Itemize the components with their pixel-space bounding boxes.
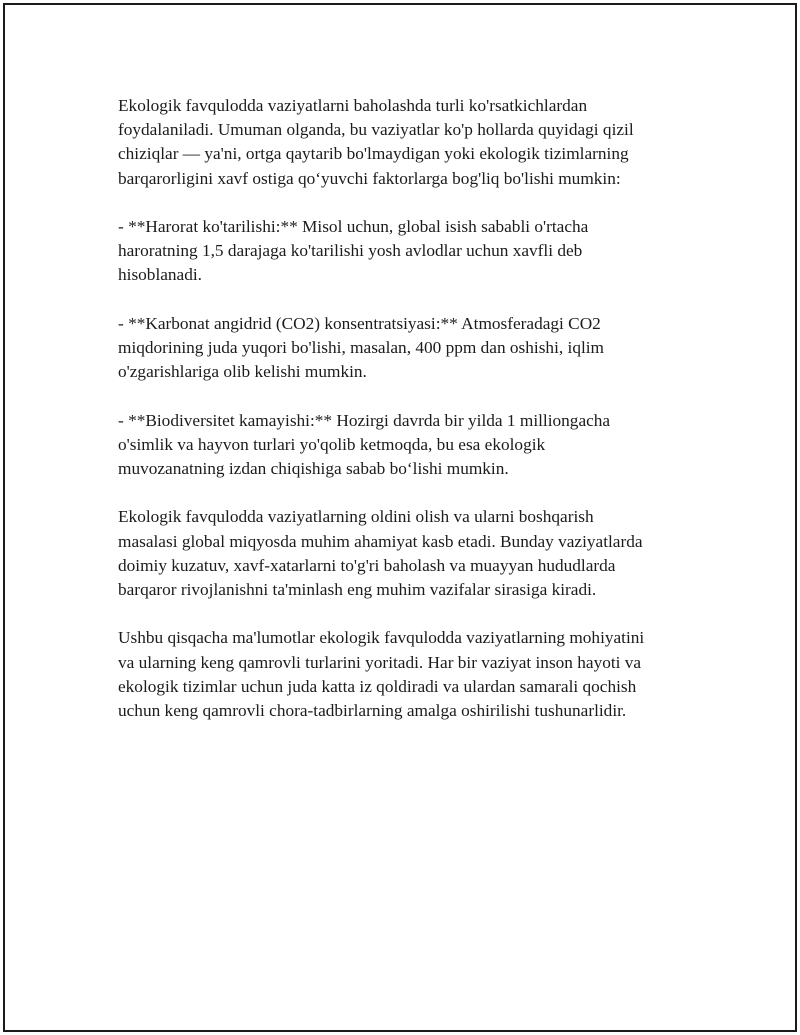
document-body: [118, 94, 698, 747]
list-item-biodiversity: - **Biodiversitet kamayishi:** Hozirgi davrda bir yilda 1 milliongacha o'simlik va hayvon turlari yo'qolib ketmoqda, bu esa ekologik muvozanatning izdan chiqishiga sabab bo‘lishi mumkin.: [118, 410, 611, 478]
management-paragraph: Ekologik favqulodda vaziyatlarning oldini olish va ularni boshqarish masalasi global miqyosda muhim ahamiyat kasb etadi. Bunday vaziyatlarda doimiy kuzatuv, xavf-xatarlarni to'g'ri baholash va muayyan hududlarda barqaror rivojlanishni ta'minlash eng muhim vazifalar sirasiga kiradi.: [118, 507, 643, 599]
intro-paragraph: Ekologik favqulodda vaziyatlarni baholashda turli ko'rsatkichlardan foydalaniladi. Umuman olganda, bu vaziyatlar ko'p hollarda quyidagi qizil chiziqlar — ya'ni, ortga qaytarib bo'lmaydigan yoki ekologik tizimlarning barqarorligini xavf ostiga qo‘yuvchi faktorlarga bog'liq bo'lishi mumkin:: [118, 96, 634, 188]
list-item-temperature: - **Harorat ko'tarilishi:** Misol uchun, global isish sababli o'rtacha haroratning 1,5 darajaga ko'tarilishi yosh avlodlar uchun xavfli deb hisoblanadi.: [118, 217, 589, 285]
list-item-co2: - **Karbonat angidrid (CO2) konsentratsiyasi:** Atmosferadagi CO2 miqdorining juda yuqori bo'lishi, masalan, 400 ppm dan oshishi, iqlim o'zgarishlariga olib kelishi mumkin.: [118, 313, 605, 382]
conclusion-paragraph: Ushbu qisqacha ma'lumotlar ekologik favqulodda vaziyatlarning mohiyatini va ularning keng qamrovli turlarini yoritadi. Har bir vaziyat inson hayoti va ekologik tizimlar uchun juda katta iz qoldiradi va ulardan samarali qochish uchun keng qamrovli chora-tadbirlarning amalga oshirilishi tushunarlidir.: [118, 628, 645, 720]
